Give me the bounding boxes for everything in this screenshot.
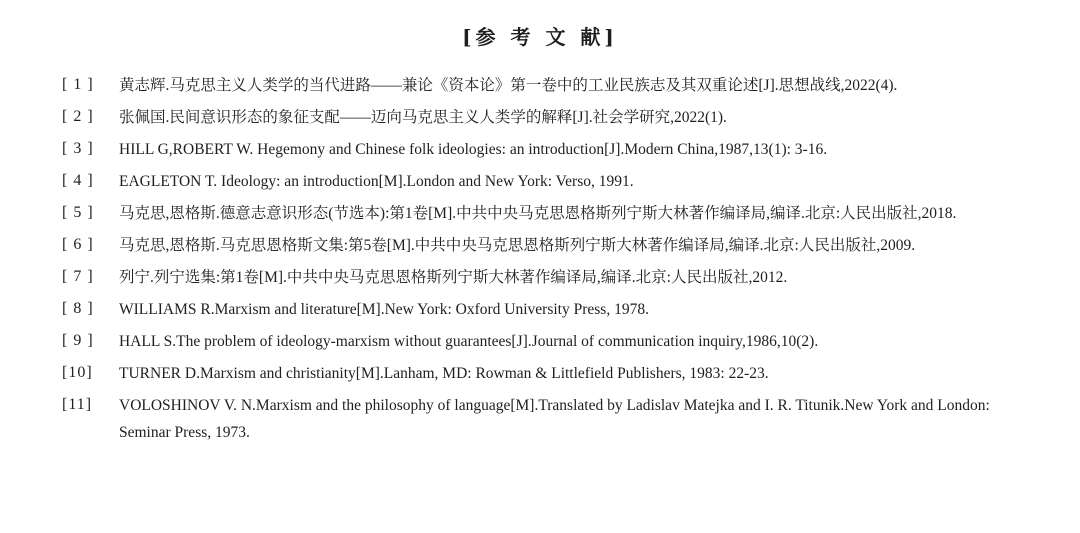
reference-item-8 — [62, 296, 1042, 323]
reference-item-3 — [62, 136, 1042, 163]
reference-item-7 — [62, 264, 1042, 291]
reference-text: HALL S.The problem of ideology-marxism without guarantees[J].Journal of communication inquiry,1986,10(2). — [119, 333, 819, 350]
reference-text: 列宁.列宁选集:第1卷[M].中共中央马克思恩格斯列宁斯大林著作编译局,编译.北京:人民出版社,2012. — [119, 269, 788, 286]
reference-text: HILL G,ROBERT W. Hegemony and Chinese folk ideologies: an introduction[J].Modern China,1987,13(1): 3-16. — [119, 141, 828, 158]
reference-list — [62, 72, 1042, 451]
reference-number: [ 1 ] — [62, 76, 94, 93]
reference-number: [ 8 ] — [62, 300, 94, 317]
reference-text: 张佩国.民间意识形态的象征支配——迈向马克思主义人类学的解释[J].社会学研究,2022(1). — [119, 109, 727, 126]
reference-item-6 — [62, 232, 1042, 259]
reference-text: 马克思,恩格斯.德意志意识形态(节选本):第1卷[M].中共中央马克思恩格斯列宁斯大林著作编译局,编译.北京:人民出版社,2018. — [119, 205, 957, 222]
reference-item-1 — [62, 72, 1042, 99]
references-heading: [参 考 文 献] — [462, 25, 618, 49]
reference-text: 马克思,恩格斯.马克思恩格斯文集:第5卷[M].中共中央马克思恩格斯列宁斯大林著作编译局,编译.北京:人民出版社,2009. — [119, 237, 916, 254]
reference-text: EAGLETON T. Ideology: an introduction[M].London and New York: Verso, 1991. — [119, 173, 634, 190]
reference-number: [ 6 ] — [62, 236, 94, 253]
reference-item-9 — [62, 328, 1042, 355]
reference-text: 黄志辉.马克思主义人类学的当代进路——兼论《资本论》第一卷中的工业民族志及其双重论述[J].思想战线,2022(4). — [119, 77, 898, 94]
reference-item-11 — [62, 392, 1042, 446]
reference-text: TURNER D.Marxism and christianity[M].Lanham, MD: Rowman & Littlefield Publishers, 1983: 22-23. — [119, 365, 769, 382]
reference-text: WILLIAMS R.Marxism and literature[M].New York: Oxford University Press, 1978. — [119, 301, 649, 318]
reference-text: VOLOSHINOV V. N.Marxism and the philosophy of language[M].Translated by Ladislav Matejka and I. R. Titunik.New York and London: Seminar Press, 1973. — [119, 397, 990, 441]
reference-number: [ 9 ] — [62, 332, 94, 349]
reference-number: [ 7 ] — [62, 268, 94, 285]
reference-number: [ 2 ] — [62, 108, 94, 125]
reference-number: [ 4 ] — [62, 172, 94, 189]
reference-item-4 — [62, 168, 1042, 195]
reference-number: [11] — [62, 396, 93, 413]
reference-item-5 — [62, 200, 1042, 227]
reference-number: [ 3 ] — [62, 140, 94, 157]
reference-number: [10] — [62, 364, 93, 381]
reference-number: [ 5 ] — [62, 204, 94, 221]
reference-item-2 — [62, 104, 1042, 131]
reference-item-10 — [62, 360, 1042, 387]
